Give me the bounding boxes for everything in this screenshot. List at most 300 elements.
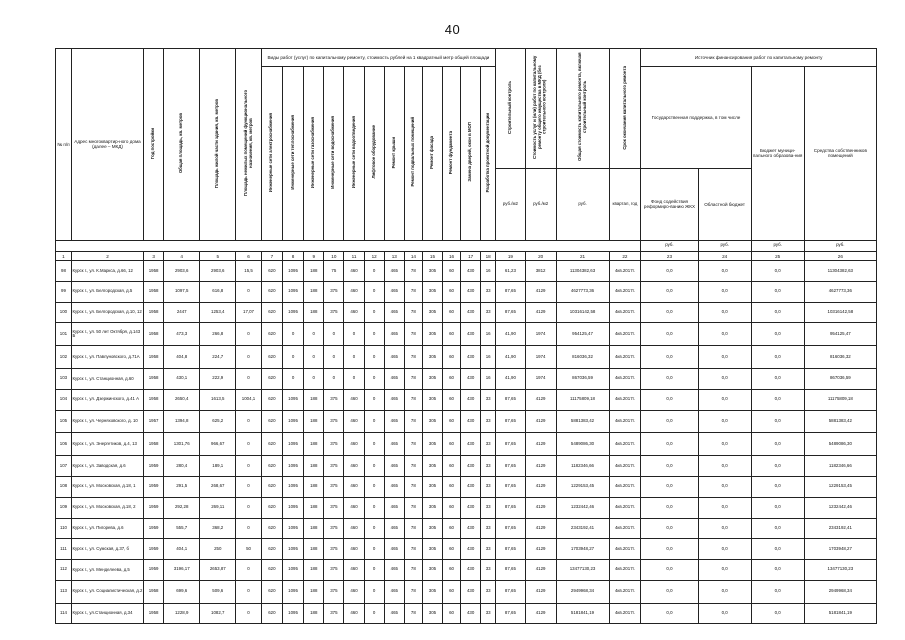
row-work-cost: 60 <box>443 369 461 390</box>
col-header-work-gas: Инженерные сети газоснабжения <box>304 66 324 240</box>
row-work-cost: 375 <box>324 476 344 497</box>
row-owners: 867036,59 <box>804 369 876 390</box>
unit-deadline: квартал, год <box>609 168 641 240</box>
row-fund: 0,0 <box>641 389 698 410</box>
row-work-cost: 375 <box>324 560 344 581</box>
row-deadline: 4кв.2017г. <box>609 389 641 410</box>
table-row <box>56 456 877 477</box>
row-year: 1957 <box>144 410 164 433</box>
row-work-cost: 1095 <box>282 302 303 323</box>
row-work-cost: 60 <box>443 539 461 560</box>
row-work-cost: 33 <box>481 539 496 560</box>
row-construction-control: 87,65 <box>496 560 526 581</box>
row-work-cost: 60 <box>443 346 461 369</box>
table-row <box>56 323 877 346</box>
row-work-cost: 620 <box>261 261 282 282</box>
header-units-row <box>56 240 877 252</box>
row-work-cost: 188 <box>304 518 324 539</box>
row-regional: 0,0 <box>698 369 751 390</box>
row-work-cost: 465 <box>384 369 404 390</box>
row-deadline: 4кв.2017г. <box>609 323 641 346</box>
row-work-cost: 375 <box>324 497 344 518</box>
table-row <box>56 346 877 369</box>
row-work-cost: 305 <box>422 410 442 433</box>
table-row <box>56 410 877 433</box>
row-deadline: 4кв.2017г. <box>609 603 641 624</box>
row-address: Курск г., ул. Павлуновского, д.71А <box>71 346 143 369</box>
row-year: 1959 <box>144 518 164 539</box>
column-number: 2 <box>71 252 143 261</box>
row-deadline: 4кв.2017г. <box>609 410 641 433</box>
row-unit-cost: 4129 <box>525 539 556 560</box>
row-owners: 2343192,41 <box>804 518 876 539</box>
col-header-deadline: Срок окончания капитального ремонта <box>609 49 641 169</box>
col-header-works-group: Виды работ (услуг) по капитальному ремонту, стоимость рублей на 1 квадратный метр общей площади <box>261 49 495 67</box>
row-work-cost: 75 <box>324 261 344 282</box>
row-work-cost: 430 <box>461 261 481 282</box>
row-work-cost: 460 <box>344 560 364 581</box>
row-work-cost: 188 <box>304 603 324 624</box>
row-work-cost: 620 <box>261 580 282 603</box>
row-municipal: 0,0 <box>751 433 804 456</box>
table-row <box>56 476 877 497</box>
row-work-cost: 620 <box>261 323 282 346</box>
row-number: 113 <box>56 580 72 603</box>
row-work-cost: 33 <box>481 497 496 518</box>
row-regional: 0,0 <box>698 560 751 581</box>
column-number: 15 <box>422 252 442 261</box>
row-fund: 0,0 <box>641 261 698 282</box>
row-number: 107 <box>56 456 72 477</box>
row-work-cost: 188 <box>304 476 324 497</box>
row-address: Курск г., ул. Менделеева, д.5 <box>71 560 143 581</box>
row-fund: 0,0 <box>641 410 698 433</box>
row-address: Курск г., ул. Станционная, д.60 <box>71 369 143 390</box>
row-total-cost: 10316142,58 <box>556 302 609 323</box>
row-work-cost: 465 <box>384 580 404 603</box>
row-work-cost: 375 <box>324 433 344 456</box>
row-work-cost: 620 <box>261 476 282 497</box>
row-work-cost: 620 <box>261 433 282 456</box>
row-regional: 0,0 <box>698 603 751 624</box>
row-work-cost: 78 <box>404 539 422 560</box>
row-work-cost: 1095 <box>282 518 303 539</box>
row-work-cost: 188 <box>304 410 324 433</box>
column-number: 4 <box>164 252 200 261</box>
row-total-cost: 1232442,46 <box>556 497 609 518</box>
row-work-cost: 460 <box>344 580 364 603</box>
row-work-cost: 60 <box>443 456 461 477</box>
row-work-cost: 430 <box>461 456 481 477</box>
row-work-cost: 305 <box>422 281 442 302</box>
row-residential-area: 1253,4 <box>200 302 236 323</box>
row-construction-control: 87,65 <box>496 302 526 323</box>
table-row <box>56 302 877 323</box>
row-total-area: 404,1 <box>164 539 200 560</box>
table-body <box>56 261 877 624</box>
column-number: 7 <box>261 252 282 261</box>
row-year: 1958 <box>144 603 164 624</box>
row-regional: 0,0 <box>698 433 751 456</box>
row-total-cost: 816036,32 <box>556 346 609 369</box>
row-year: 1958 <box>144 389 164 410</box>
row-work-cost: 78 <box>404 323 422 346</box>
row-total-area: 280,4 <box>164 456 200 477</box>
row-owners: 5881383,42 <box>804 410 876 433</box>
row-fund: 0,0 <box>641 518 698 539</box>
row-address: Курск г., ул. Белгородская, д.5 <box>71 281 143 302</box>
row-work-cost: 0 <box>364 518 384 539</box>
row-owners: 1182346,66 <box>804 456 876 477</box>
row-total-cost: 867036,59 <box>556 369 609 390</box>
row-total-area: 1228,9 <box>164 603 200 624</box>
row-work-cost: 465 <box>384 539 404 560</box>
row-work-cost: 305 <box>422 497 442 518</box>
row-unit-cost: 4129 <box>525 518 556 539</box>
row-residential-area: 1613,5 <box>200 389 236 410</box>
column-number: 13 <box>384 252 404 261</box>
row-construction-control: 41,90 <box>496 346 526 369</box>
row-number: 110 <box>56 518 72 539</box>
table-row <box>56 389 877 410</box>
row-municipal: 0,0 <box>751 346 804 369</box>
row-owners: 5181841,19 <box>804 603 876 624</box>
table-row <box>56 539 877 560</box>
row-work-cost: 16 <box>481 261 496 282</box>
row-work-cost: 465 <box>384 281 404 302</box>
row-fund: 0,0 <box>641 433 698 456</box>
row-work-cost: 620 <box>261 302 282 323</box>
row-number: 114 <box>56 603 72 624</box>
row-construction-control: 87,65 <box>496 476 526 497</box>
row-work-cost: 465 <box>384 560 404 581</box>
row-owners: 11175809,18 <box>804 389 876 410</box>
row-number: 109 <box>56 497 72 518</box>
row-deadline: 4кв.2017г. <box>609 518 641 539</box>
row-address: Курск г., ул.Станционная, д.34 <box>71 603 143 624</box>
row-total-cost: 5881383,42 <box>556 410 609 433</box>
column-number: 5 <box>200 252 236 261</box>
col-header-owners: Средства собственников помещений <box>804 66 876 240</box>
row-total-area: 404,8 <box>164 346 200 369</box>
unit-total-cost: руб. <box>556 168 609 240</box>
row-address: Курск г., ул. 50 лет Октября, д.143 Б <box>71 323 143 346</box>
row-total-area: 2447 <box>164 302 200 323</box>
row-work-cost: 460 <box>344 261 364 282</box>
row-regional: 0,0 <box>698 346 751 369</box>
row-residential-area: 222,9 <box>200 369 236 390</box>
row-unit-cost: 1974 <box>525 323 556 346</box>
unit-regional: руб. <box>698 240 751 252</box>
row-work-cost: 305 <box>422 369 442 390</box>
row-construction-control: 87,65 <box>496 389 526 410</box>
row-work-cost: 0 <box>364 476 384 497</box>
row-basement-area: 0 <box>236 323 261 346</box>
row-work-cost: 33 <box>481 560 496 581</box>
row-work-cost: 430 <box>461 539 481 560</box>
row-number: 112 <box>56 560 72 581</box>
col-header-num: № п/п <box>56 49 72 241</box>
row-basement-area: 0 <box>236 497 261 518</box>
row-work-cost: 0 <box>364 539 384 560</box>
row-residential-area: 1082,7 <box>200 603 236 624</box>
row-work-cost: 620 <box>261 497 282 518</box>
row-work-cost: 460 <box>344 389 364 410</box>
row-total-area: 291,5 <box>164 476 200 497</box>
row-work-cost: 1095 <box>282 580 303 603</box>
row-work-cost: 430 <box>461 410 481 433</box>
row-work-cost: 188 <box>304 389 324 410</box>
row-year: 1958 <box>144 281 164 302</box>
row-regional: 0,0 <box>698 302 751 323</box>
row-work-cost: 620 <box>261 281 282 302</box>
row-work-cost: 1095 <box>282 261 303 282</box>
row-work-cost: 305 <box>422 539 442 560</box>
row-fund: 0,0 <box>641 456 698 477</box>
row-regional: 0,0 <box>698 518 751 539</box>
row-municipal: 0,0 <box>751 603 804 624</box>
row-owners: 954125,47 <box>804 323 876 346</box>
row-work-cost: 0 <box>364 497 384 518</box>
row-fund: 0,0 <box>641 281 698 302</box>
row-work-cost: 78 <box>404 518 422 539</box>
row-work-cost: 16 <box>481 346 496 369</box>
row-residential-area: 189,1 <box>200 456 236 477</box>
row-regional: 0,0 <box>698 410 751 433</box>
row-unit-cost: 4129 <box>525 281 556 302</box>
row-regional: 0,0 <box>698 261 751 282</box>
row-work-cost: 305 <box>422 302 442 323</box>
column-number: 10 <box>324 252 344 261</box>
row-residential-area: 616,8 <box>200 281 236 302</box>
row-number: 108 <box>56 476 72 497</box>
row-work-cost: 465 <box>384 456 404 477</box>
column-number: 3 <box>144 252 164 261</box>
row-work-cost: 620 <box>261 456 282 477</box>
row-fund: 0,0 <box>641 323 698 346</box>
row-total-area: 1097,5 <box>164 281 200 302</box>
row-work-cost: 60 <box>443 410 461 433</box>
row-work-cost: 33 <box>481 518 496 539</box>
row-municipal: 0,0 <box>751 410 804 433</box>
row-fund: 0,0 <box>641 539 698 560</box>
row-work-cost: 465 <box>384 302 404 323</box>
capital-repair-table <box>55 48 877 624</box>
column-number: 26 <box>804 252 876 261</box>
row-work-cost: 0 <box>364 410 384 433</box>
column-number: 24 <box>698 252 751 261</box>
row-total-cost: 1703948,27 <box>556 539 609 560</box>
row-construction-control: 87,65 <box>496 410 526 433</box>
row-work-cost: 1095 <box>282 497 303 518</box>
row-address: Курск г., ул. Сумская, д.37, б <box>71 539 143 560</box>
row-fund: 0,0 <box>641 369 698 390</box>
row-regional: 0,0 <box>698 580 751 603</box>
row-deadline: 4кв.2017г. <box>609 346 641 369</box>
row-regional: 0,0 <box>698 539 751 560</box>
row-work-cost: 305 <box>422 389 442 410</box>
column-number: 17 <box>461 252 481 261</box>
row-work-cost: 305 <box>422 476 442 497</box>
row-unit-cost: 1974 <box>525 369 556 390</box>
row-work-cost: 465 <box>384 346 404 369</box>
table-row <box>56 580 877 603</box>
row-work-cost: 78 <box>404 456 422 477</box>
row-total-cost: 5489086,30 <box>556 433 609 456</box>
row-work-cost: 0 <box>364 261 384 282</box>
row-work-cost: 620 <box>261 560 282 581</box>
row-work-cost: 16 <box>481 323 496 346</box>
row-address: Курск г., ул. Московская, д.18, 2 <box>71 497 143 518</box>
row-construction-control: 87,65 <box>496 580 526 603</box>
row-fund: 0,0 <box>641 497 698 518</box>
row-work-cost: 430 <box>461 323 481 346</box>
row-work-cost: 78 <box>404 560 422 581</box>
row-number: 105 <box>56 410 72 433</box>
row-residential-area: 2903,6 <box>200 261 236 282</box>
row-total-area: 430,1 <box>164 369 200 390</box>
row-construction-control: 87,65 <box>496 603 526 624</box>
row-residential-area: 2653,87 <box>200 560 236 581</box>
row-total-area: 555,7 <box>164 518 200 539</box>
row-number: 100 <box>56 302 72 323</box>
row-work-cost: 430 <box>461 346 481 369</box>
row-work-cost: 1095 <box>282 560 303 581</box>
row-work-cost: 375 <box>324 539 344 560</box>
row-work-cost: 0 <box>324 369 344 390</box>
row-regional: 0,0 <box>698 497 751 518</box>
row-work-cost: 620 <box>261 603 282 624</box>
row-work-cost: 430 <box>461 369 481 390</box>
row-work-cost: 1095 <box>282 410 303 433</box>
column-number: 14 <box>404 252 422 261</box>
table-row <box>56 369 877 390</box>
col-header-total-cost: Общая стоимость капитального ремонта, включая строительный контроль <box>556 49 609 169</box>
row-deadline: 4кв.2017г. <box>609 476 641 497</box>
row-work-cost: 375 <box>324 302 344 323</box>
row-work-cost: 33 <box>481 302 496 323</box>
column-number: 22 <box>609 252 641 261</box>
column-number: 11 <box>344 252 364 261</box>
row-work-cost: 305 <box>422 518 442 539</box>
col-header-work-elevator: Лифтовое оборудование <box>364 66 384 240</box>
row-work-cost: 60 <box>443 497 461 518</box>
row-work-cost: 465 <box>384 410 404 433</box>
row-work-cost: 33 <box>481 456 496 477</box>
row-work-cost: 1095 <box>282 389 303 410</box>
col-header-work-doors-windows: Замена дверей, окон в МОП <box>461 66 481 240</box>
row-owners: 816036,32 <box>804 346 876 369</box>
row-number: 103 <box>56 369 72 390</box>
row-work-cost: 305 <box>422 323 442 346</box>
unit-owners: руб. <box>804 240 876 252</box>
row-deadline: 4кв.2017г. <box>609 369 641 390</box>
row-work-cost: 0 <box>324 323 344 346</box>
row-work-cost: 1095 <box>282 456 303 477</box>
table-row <box>56 281 877 302</box>
col-header-work-project-docs: Разработка проектной документации <box>481 66 496 240</box>
row-work-cost: 460 <box>344 476 364 497</box>
row-basement-area: 0 <box>236 476 261 497</box>
row-unit-cost: 1974 <box>525 346 556 369</box>
row-work-cost: 460 <box>344 302 364 323</box>
row-total-cost: 2343192,41 <box>556 518 609 539</box>
row-work-cost: 60 <box>443 560 461 581</box>
column-number: 18 <box>481 252 496 261</box>
col-header-work-water: Инженерные сети водоснабжения <box>324 66 344 240</box>
col-header-work-basement: Ремонт подвальных помещений <box>404 66 422 240</box>
col-header-regional: Областной бюджет <box>698 168 751 240</box>
row-unit-cost: 4129 <box>525 476 556 497</box>
row-unit-cost: 4129 <box>525 302 556 323</box>
row-owners: 2949968,34 <box>804 580 876 603</box>
row-work-cost: 430 <box>461 580 481 603</box>
row-work-cost: 33 <box>481 433 496 456</box>
row-work-cost: 375 <box>324 518 344 539</box>
row-owners: 5489086,30 <box>804 433 876 456</box>
row-work-cost: 465 <box>384 261 404 282</box>
row-total-area: 2650,4 <box>164 389 200 410</box>
row-work-cost: 78 <box>404 603 422 624</box>
row-construction-control: 87,65 <box>496 518 526 539</box>
row-work-cost: 0 <box>364 346 384 369</box>
row-residential-area: 966,67 <box>200 433 236 456</box>
row-deadline: 4кв.2017г. <box>609 539 641 560</box>
row-year: 1958 <box>144 323 164 346</box>
row-address: Курск г., ул. Энергетиков, д.4, 13 <box>71 433 143 456</box>
row-basement-area: 0 <box>236 603 261 624</box>
row-work-cost: 188 <box>304 560 324 581</box>
row-work-cost: 460 <box>344 603 364 624</box>
row-basement-area: 0 <box>236 456 261 477</box>
row-work-cost: 0 <box>364 369 384 390</box>
row-year: 1959 <box>144 539 164 560</box>
row-owners: 1703948,27 <box>804 539 876 560</box>
column-number: 9 <box>304 252 324 261</box>
row-work-cost: 60 <box>443 281 461 302</box>
col-header-construction-control: Строительный контроль <box>496 49 526 169</box>
row-work-cost: 0 <box>364 323 384 346</box>
row-municipal: 0,0 <box>751 539 804 560</box>
row-construction-control: 87,65 <box>496 497 526 518</box>
page-number: 40 <box>444 22 461 37</box>
row-work-cost: 1095 <box>282 476 303 497</box>
row-work-cost: 33 <box>481 476 496 497</box>
row-work-cost: 375 <box>324 603 344 624</box>
col-header-fund: Фонд содействия реформиро-ванию ЖКХ <box>641 168 698 240</box>
row-fund: 0,0 <box>641 346 698 369</box>
unit-unit-cost: руб./м2 <box>525 168 556 240</box>
row-total-area: 292,28 <box>164 497 200 518</box>
row-construction-control: 87,65 <box>496 539 526 560</box>
row-work-cost: 33 <box>481 389 496 410</box>
row-work-cost: 60 <box>443 476 461 497</box>
column-number: 1 <box>56 252 72 261</box>
row-residential-area: 509,6 <box>200 580 236 603</box>
col-header-state-support: Государственная поддержка, в том числе <box>641 66 751 168</box>
column-number: 20 <box>525 252 556 261</box>
table-row <box>56 518 877 539</box>
row-unit-cost: 4129 <box>525 603 556 624</box>
row-work-cost: 0 <box>344 369 364 390</box>
row-residential-area: 625,2 <box>200 410 236 433</box>
row-number: 111 <box>56 539 72 560</box>
row-work-cost: 0 <box>364 456 384 477</box>
row-work-cost: 465 <box>384 497 404 518</box>
row-basement-area: 50 <box>236 539 261 560</box>
row-work-cost: 1095 <box>282 281 303 302</box>
row-work-cost: 78 <box>404 302 422 323</box>
